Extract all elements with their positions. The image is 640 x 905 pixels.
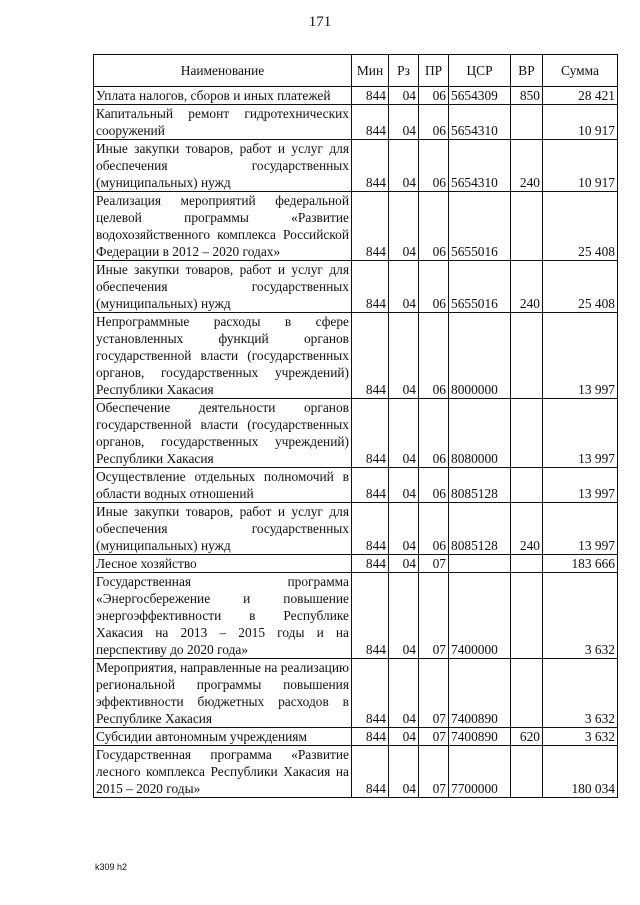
header-min: Мин xyxy=(352,55,389,87)
header-csr: ЦСР xyxy=(449,55,511,87)
header-name: Наименование xyxy=(94,55,352,87)
row-csr-cell: 5655016 xyxy=(449,192,511,261)
row-csr-cell xyxy=(449,555,511,573)
row-vr-cell xyxy=(511,746,543,798)
table-row xyxy=(94,468,618,503)
row-sum-cell: 10 917 xyxy=(543,140,618,192)
row-pr-cell: 06 xyxy=(419,468,449,503)
row-csr-cell: 8000000 xyxy=(449,313,511,399)
row-sum-cell: 3 632 xyxy=(543,728,618,746)
row-rz-cell: 04 xyxy=(389,659,419,728)
row-name-cell: Осуществление отдельных полномочий в области водных отношений xyxy=(94,468,352,503)
row-sum-cell: 25 408 xyxy=(543,261,618,313)
row-sum-cell: 28 421 xyxy=(543,87,618,105)
row-pr-cell: 06 xyxy=(419,140,449,192)
row-pr-cell: 07 xyxy=(419,659,449,728)
row-min-cell: 844 xyxy=(352,313,389,399)
footer-code: k309 h2 xyxy=(95,862,128,872)
row-vr-cell xyxy=(511,659,543,728)
row-min-cell: 844 xyxy=(352,728,389,746)
table-row xyxy=(94,503,618,555)
row-name-cell: Государственная программа «Энергосбережение и повышение энергоэффективности в Республике Хакасия на 2013 – 2015 годы и на перспективу до 2020 года» xyxy=(94,573,352,659)
row-csr-cell: 7400890 xyxy=(449,659,511,728)
row-vr-cell: 850 xyxy=(511,87,543,105)
row-pr-cell: 06 xyxy=(419,105,449,140)
row-name-cell: Иные закупки товаров, работ и услуг для обеспечения государственных (муниципальных) нужд xyxy=(94,140,352,192)
row-sum-cell: 25 408 xyxy=(543,192,618,261)
row-csr-cell: 8085128 xyxy=(449,503,511,555)
row-name-cell: Обеспечение деятельности органов государственной власти (государственных органов, государственных учреждений) Республики Хакасия xyxy=(94,399,352,468)
row-name-cell: Субсидии автономным учреждениям xyxy=(94,728,352,746)
row-vr-cell xyxy=(511,192,543,261)
row-sum-cell: 183 666 xyxy=(543,555,618,573)
table-row xyxy=(94,140,618,192)
row-vr-cell: 620 xyxy=(511,728,543,746)
row-name-cell: Мероприятия, направленные на реализацию региональной программы повышения эффективности бюджетных расходов в Республике Хакасия xyxy=(94,659,352,728)
row-pr-cell: 06 xyxy=(419,87,449,105)
table-row xyxy=(94,555,618,573)
row-rz-cell: 04 xyxy=(389,140,419,192)
row-rz-cell: 04 xyxy=(389,87,419,105)
row-rz-cell: 04 xyxy=(389,105,419,140)
row-min-cell: 844 xyxy=(352,573,389,659)
row-rz-cell: 04 xyxy=(389,192,419,261)
row-pr-cell: 06 xyxy=(419,192,449,261)
row-name-cell: Непрограммные расходы в сфере установленных функций органов государственной власти (государственных органов, государственных учреждений) Республики Хакасия xyxy=(94,313,352,399)
row-csr-cell: 5654309 xyxy=(449,87,511,105)
row-rz-cell: 04 xyxy=(389,555,419,573)
row-min-cell: 844 xyxy=(352,468,389,503)
table-row xyxy=(94,105,618,140)
row-csr-cell: 7700000 xyxy=(449,746,511,798)
row-min-cell: 844 xyxy=(352,261,389,313)
row-pr-cell: 06 xyxy=(419,503,449,555)
header-sum: Сумма xyxy=(543,55,618,87)
row-pr-cell: 07 xyxy=(419,573,449,659)
row-sum-cell: 13 997 xyxy=(543,468,618,503)
row-vr-cell xyxy=(511,573,543,659)
table-row xyxy=(94,659,618,728)
row-min-cell: 844 xyxy=(352,140,389,192)
row-name-cell: Реализация мероприятий федеральной целевой программы «Развитие водохозяйственного комплекса Российской Федерации в 2012 – 2020 годах» xyxy=(94,192,352,261)
header-vr: ВР xyxy=(511,55,543,87)
row-min-cell: 844 xyxy=(352,503,389,555)
row-sum-cell: 3 632 xyxy=(543,659,618,728)
table-row xyxy=(94,261,618,313)
row-rz-cell: 04 xyxy=(389,313,419,399)
row-pr-cell: 06 xyxy=(419,261,449,313)
row-pr-cell: 06 xyxy=(419,399,449,468)
row-name-cell: Иные закупки товаров, работ и услуг для обеспечения государственных (муниципальных) нужд xyxy=(94,261,352,313)
page-number: 171 xyxy=(308,14,332,30)
row-csr-cell: 7400000 xyxy=(449,573,511,659)
row-csr-cell: 8080000 xyxy=(449,399,511,468)
row-vr-cell: 240 xyxy=(511,503,543,555)
row-rz-cell: 04 xyxy=(389,573,419,659)
row-rz-cell: 04 xyxy=(389,728,419,746)
row-name-cell: Капитальный ремонт гидротехнических сооружений xyxy=(94,105,352,140)
row-min-cell: 844 xyxy=(352,659,389,728)
row-vr-cell xyxy=(511,105,543,140)
row-name-cell: Уплата налогов, сборов и иных платежей xyxy=(94,87,352,105)
row-min-cell: 844 xyxy=(352,399,389,468)
row-csr-cell: 7400890 xyxy=(449,728,511,746)
table-row xyxy=(94,87,618,105)
row-name-cell: Лесное хозяйство xyxy=(94,555,352,573)
row-min-cell: 844 xyxy=(352,105,389,140)
row-csr-cell: 5654310 xyxy=(449,140,511,192)
header-rz: Рз xyxy=(389,55,419,87)
row-vr-cell: 240 xyxy=(511,140,543,192)
row-vr-cell xyxy=(511,468,543,503)
row-min-cell: 844 xyxy=(352,192,389,261)
row-vr-cell xyxy=(511,313,543,399)
table-header-row xyxy=(94,55,618,87)
row-rz-cell: 04 xyxy=(389,746,419,798)
table-row xyxy=(94,728,618,746)
row-vr-cell xyxy=(511,399,543,468)
table-row xyxy=(94,192,618,261)
table-row xyxy=(94,399,618,468)
table-row xyxy=(94,573,618,659)
row-csr-cell: 5655016 xyxy=(449,261,511,313)
row-pr-cell: 06 xyxy=(419,313,449,399)
table-row xyxy=(94,746,618,798)
row-sum-cell: 13 997 xyxy=(543,503,618,555)
row-csr-cell: 5654310 xyxy=(449,105,511,140)
row-sum-cell: 13 997 xyxy=(543,399,618,468)
header-pr: ПР xyxy=(419,55,449,87)
row-sum-cell: 10 917 xyxy=(543,105,618,140)
row-pr-cell: 07 xyxy=(419,746,449,798)
budget-table xyxy=(93,54,618,798)
row-vr-cell xyxy=(511,555,543,573)
row-min-cell: 844 xyxy=(352,555,389,573)
table-row xyxy=(94,313,618,399)
row-pr-cell: 07 xyxy=(419,555,449,573)
row-min-cell: 844 xyxy=(352,87,389,105)
row-pr-cell: 07 xyxy=(419,728,449,746)
row-rz-cell: 04 xyxy=(389,468,419,503)
row-name-cell: Государственная программа «Развитие лесного комплекса Республики Хакасия на 2015 – 2020 годы» xyxy=(94,746,352,798)
row-csr-cell: 8085128 xyxy=(449,468,511,503)
row-rz-cell: 04 xyxy=(389,399,419,468)
row-sum-cell: 3 632 xyxy=(543,573,618,659)
row-sum-cell: 13 997 xyxy=(543,313,618,399)
row-min-cell: 844 xyxy=(352,746,389,798)
row-name-cell: Иные закупки товаров, работ и услуг для обеспечения государственных (муниципальных) нужд xyxy=(94,503,352,555)
row-vr-cell: 240 xyxy=(511,261,543,313)
row-rz-cell: 04 xyxy=(389,261,419,313)
row-sum-cell: 180 034 xyxy=(543,746,618,798)
row-rz-cell: 04 xyxy=(389,503,419,555)
